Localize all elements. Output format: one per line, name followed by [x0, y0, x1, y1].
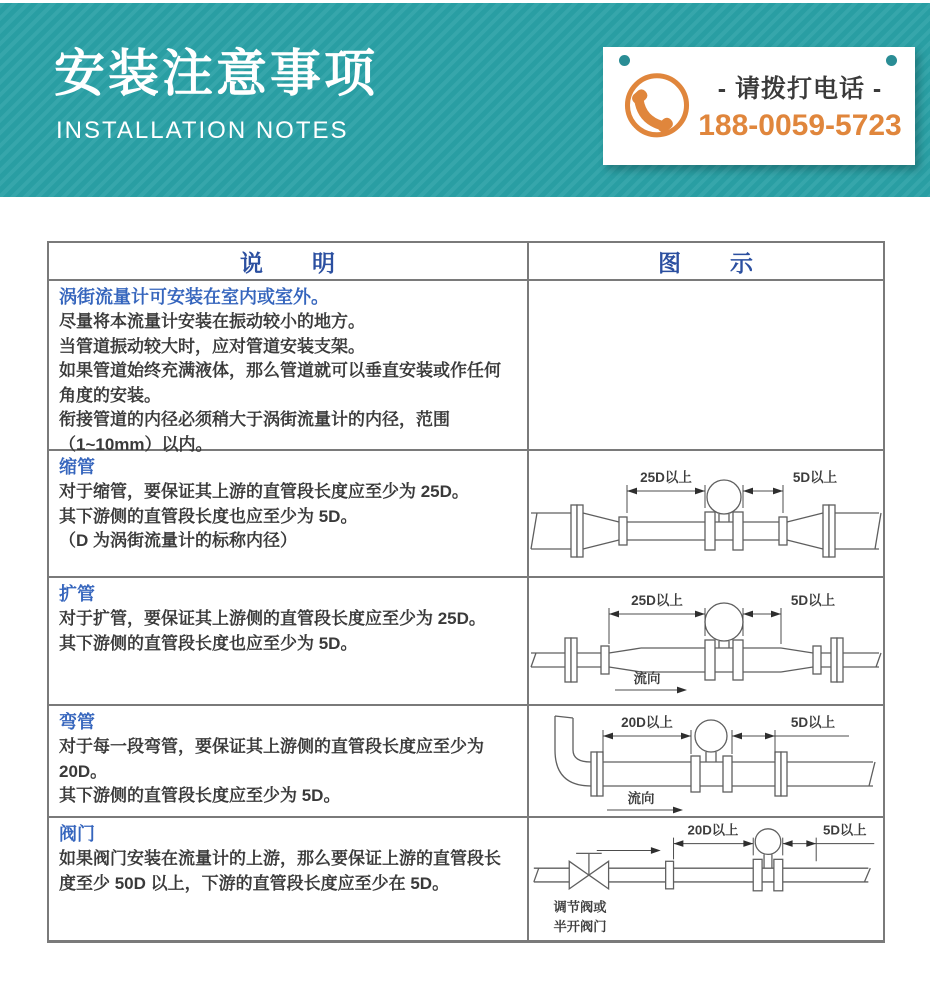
flow-direction-label: 流向	[633, 671, 661, 686]
row-line: 当管道振动较大时，应对管道安装支架。	[59, 336, 365, 356]
row-title: 弯管	[59, 712, 95, 732]
downstream-dim-label: 5D以上	[790, 593, 836, 608]
expander-pipe-diagram	[529, 578, 883, 704]
table-header-row	[49, 243, 883, 281]
downstream-dim-label: 5D以上	[792, 470, 838, 485]
row-line: 其下游侧的直管段长度也应至少为 5D。	[59, 506, 358, 526]
row-title: 阀门	[59, 824, 95, 844]
row-title: 缩管	[59, 457, 95, 477]
row-line: 其下游侧的直管段长度应至少为 5D。	[59, 786, 341, 805]
row-line: 对于每一段弯管，要保证其上游侧的直管段长度应至少为 20D。	[59, 737, 484, 781]
installation-notes-table	[47, 241, 885, 943]
phone-label: - 请拨打电话 -	[717, 75, 883, 103]
diagram-cell-empty	[529, 281, 883, 449]
phone-icon	[621, 70, 693, 142]
desc-cell-reducer	[49, 451, 529, 576]
row-line: （D 为涡街流量计的标称内径）	[59, 531, 297, 550]
downstream-dim-label: 5D以上	[790, 715, 836, 730]
desc-cell-expander	[49, 578, 529, 704]
table-row	[49, 281, 883, 454]
row-title: 扩管	[59, 584, 95, 604]
header-illustration: 图 示	[658, 249, 754, 276]
phone-number[interactable]: 188-0059-5723	[698, 109, 902, 142]
upstream-dim-label: 25D以上	[631, 593, 683, 608]
pin-dot-left	[619, 55, 630, 66]
upstream-dim-label: 25D以上	[640, 470, 692, 485]
bend-pipe-diagram	[529, 706, 883, 816]
desc-cell-general	[49, 281, 529, 454]
row-line: 衔接管道的内径必须稍大于涡街流量计的内径，范围（1~10mm）以内。	[59, 410, 450, 454]
phone-card-text	[693, 69, 915, 143]
page-subtitle: INSTALLATION NOTES	[56, 117, 349, 144]
row-line: 其下游侧的直管段长度也应至少为 5D。	[59, 633, 358, 653]
diagram-cell-reducer	[529, 451, 883, 576]
banner	[0, 3, 930, 197]
row-line: 对于缩管，要保证其上游的直管段长度应至少为 25D。	[59, 482, 469, 501]
table-row	[49, 706, 883, 818]
valve-note-line1: 调节阀或	[553, 899, 607, 915]
desc-cell-bend	[49, 706, 529, 816]
row-line: 尽量将本流量计安装在振动较小的地方。	[59, 312, 365, 331]
row-title: 涡街流量计可安装在室内或室外。	[59, 287, 329, 307]
valve-note-line2: 半开阀门	[553, 919, 607, 935]
table-row	[49, 818, 883, 940]
phone-card[interactable]	[603, 47, 915, 165]
row-line: 如果管道始终充满液体，那么管道就可以垂直安装或作任何角度的安装。	[59, 361, 501, 405]
desc-cell-valve	[49, 818, 529, 940]
flow-direction-label: 流向	[627, 791, 655, 806]
diagram-cell-valve	[529, 818, 883, 940]
diagram-cell-expander	[529, 578, 883, 704]
diagram-cell-bend	[529, 706, 883, 816]
pin-dot-right	[886, 55, 897, 66]
downstream-dim-label: 5D以上	[822, 822, 867, 838]
header-description: 说 明	[49, 243, 529, 279]
upstream-dim-label: 20D以上	[621, 715, 673, 730]
row-line: 如果阀门安装在流量计的上游，那么要保证上游的直管段长度至少 50D 以上，下游的直管段长度应至少在 5D。	[59, 849, 501, 893]
row-line: 对于扩管，要保证其上游侧的直管段长度应至少为 25D。	[59, 609, 486, 628]
page-title: 安装注意事项	[54, 45, 379, 102]
table-row	[49, 578, 883, 706]
table-row	[49, 451, 883, 578]
reducer-pipe-diagram	[529, 451, 883, 576]
upstream-dim-label: 20D以上	[687, 822, 739, 838]
valve-pipe-diagram	[529, 818, 883, 940]
